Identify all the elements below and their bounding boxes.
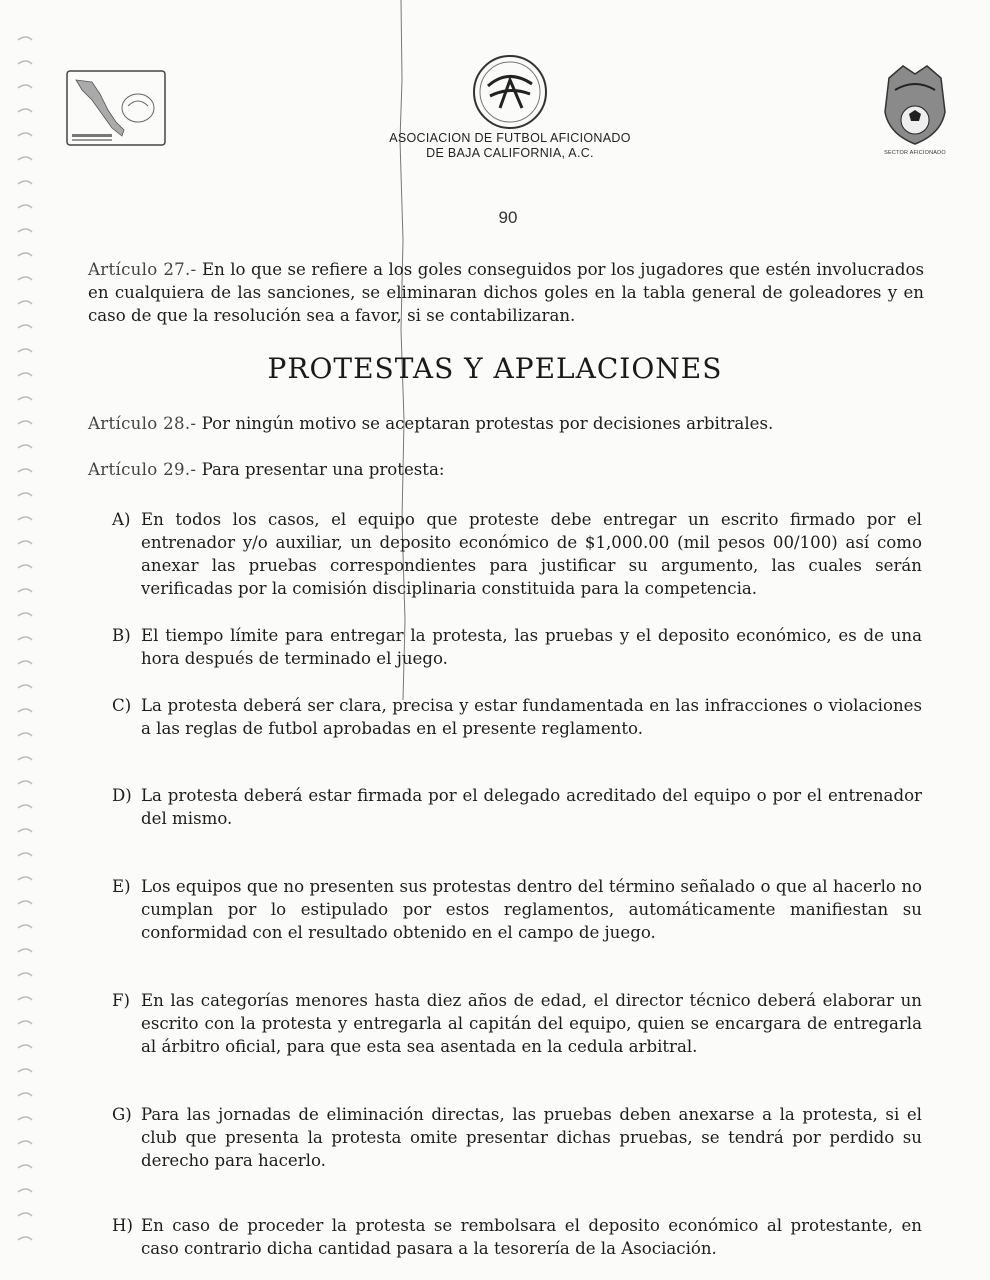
list-item-b bbox=[112, 624, 922, 670]
section-heading: PROTESTAS Y APELACIONES bbox=[267, 352, 723, 385]
article-28-label: Artículo 28.- bbox=[88, 414, 197, 433]
item-letter: A) bbox=[112, 510, 131, 529]
item-letter: G) bbox=[112, 1105, 132, 1124]
article-27-label: Artículo 27.- bbox=[88, 260, 197, 279]
organization-name bbox=[360, 131, 660, 161]
binding-holes bbox=[0, 0, 40, 1280]
sector-aficionado-caption: SECTOR AFICIONADO bbox=[884, 150, 946, 156]
article-29-label: Artículo 29.- bbox=[88, 460, 197, 479]
item-text: En las categorías menores hasta diez años de edad, el director técnico deberá elaborar un escrito con la protesta y entregarla al capitán del equipo, quien se encargara de entregarla al árbitro oficial, para que esta sea asentada en la cedula arbitral. bbox=[141, 991, 922, 1056]
list-item-a bbox=[112, 508, 922, 600]
page-number: 90 bbox=[498, 208, 518, 227]
list-item-d bbox=[112, 784, 922, 830]
baja-california-map-logo bbox=[66, 70, 166, 146]
article-29 bbox=[88, 458, 924, 481]
item-letter: H) bbox=[112, 1216, 133, 1235]
mexico-federation-crest-icon bbox=[875, 60, 955, 146]
list-item-e bbox=[112, 875, 922, 944]
item-letter: E) bbox=[112, 877, 131, 896]
article-28-text: Por ningún motivo se aceptaran protestas por decisiones arbitrales. bbox=[201, 414, 774, 433]
fa-emblem-logo bbox=[470, 52, 550, 132]
org-line-1: ASOCIACION DE FUTBOL AFICIONADO bbox=[389, 131, 631, 145]
item-letter: F) bbox=[112, 991, 130, 1010]
article-27 bbox=[88, 258, 924, 327]
list-item-g bbox=[112, 1103, 922, 1172]
list-item-c bbox=[112, 694, 922, 740]
item-text: Para las jornadas de eliminación directas, las pruebas deben anexarse a la protesta, si el club que presenta la protesta omite presentar dichas pruebas, se tendrá por perdido su derecho para hacerlo. bbox=[141, 1105, 922, 1170]
item-text: Los equipos que no presenten sus protestas dentro del término señalado o que al hacerlo no cumplan por lo estipulado por estos reglamentos, automáticamente manifiestan su conformidad con el resultado obtenido en el campo de juego. bbox=[141, 877, 922, 942]
item-letter: D) bbox=[112, 786, 132, 805]
item-text: El tiempo límite para entregar la protesta, las pruebas y el deposito económico, es de una hora después de terminado el juego. bbox=[141, 626, 922, 668]
item-text: En caso de proceder la protesta se rembolsara el deposito económico al protestante, en caso contrario dicha cantidad pasara a la tesorería de la Asociación. bbox=[141, 1216, 922, 1258]
sector-aficionado-logo bbox=[875, 60, 955, 160]
item-text: En todos los casos, el equipo que proteste debe entregar un escrito firmado por el entrenador y/o auxiliar, un deposito económico de $1,000.00 (mil pesos 00/100) así como anexar las pruebas correspondientes para justificar su argumento, las cuales serán verificadas por la comisión disciplinaria constituida para la competencia. bbox=[141, 510, 922, 598]
article-28 bbox=[88, 412, 924, 435]
article-27-text: En lo que se refiere a los goles conseguidos por los jugadores que estén involucrados en cualquiera de las sanciones, se eliminaran dichos goles en la tabla general de goleadores y en caso de que la resolución sea a favor, si se contabilizaran. bbox=[88, 260, 925, 325]
list-item-h bbox=[112, 1214, 922, 1260]
article-29-text: Para presentar una protesta: bbox=[201, 460, 445, 479]
item-letter: B) bbox=[112, 626, 131, 645]
org-line-2: DE BAJA CALIFORNIA, A.C. bbox=[426, 146, 594, 160]
list-item-f bbox=[112, 989, 922, 1058]
item-letter: C) bbox=[112, 696, 132, 715]
item-text: La protesta deberá ser clara, precisa y estar fundamentada en las infracciones o violaciones a las reglas de futbol aprobadas en el presente reglamento. bbox=[141, 696, 922, 738]
item-text: La protesta deberá estar firmada por el delegado acreditado del equipo o por el entrenador del mismo. bbox=[141, 786, 922, 828]
